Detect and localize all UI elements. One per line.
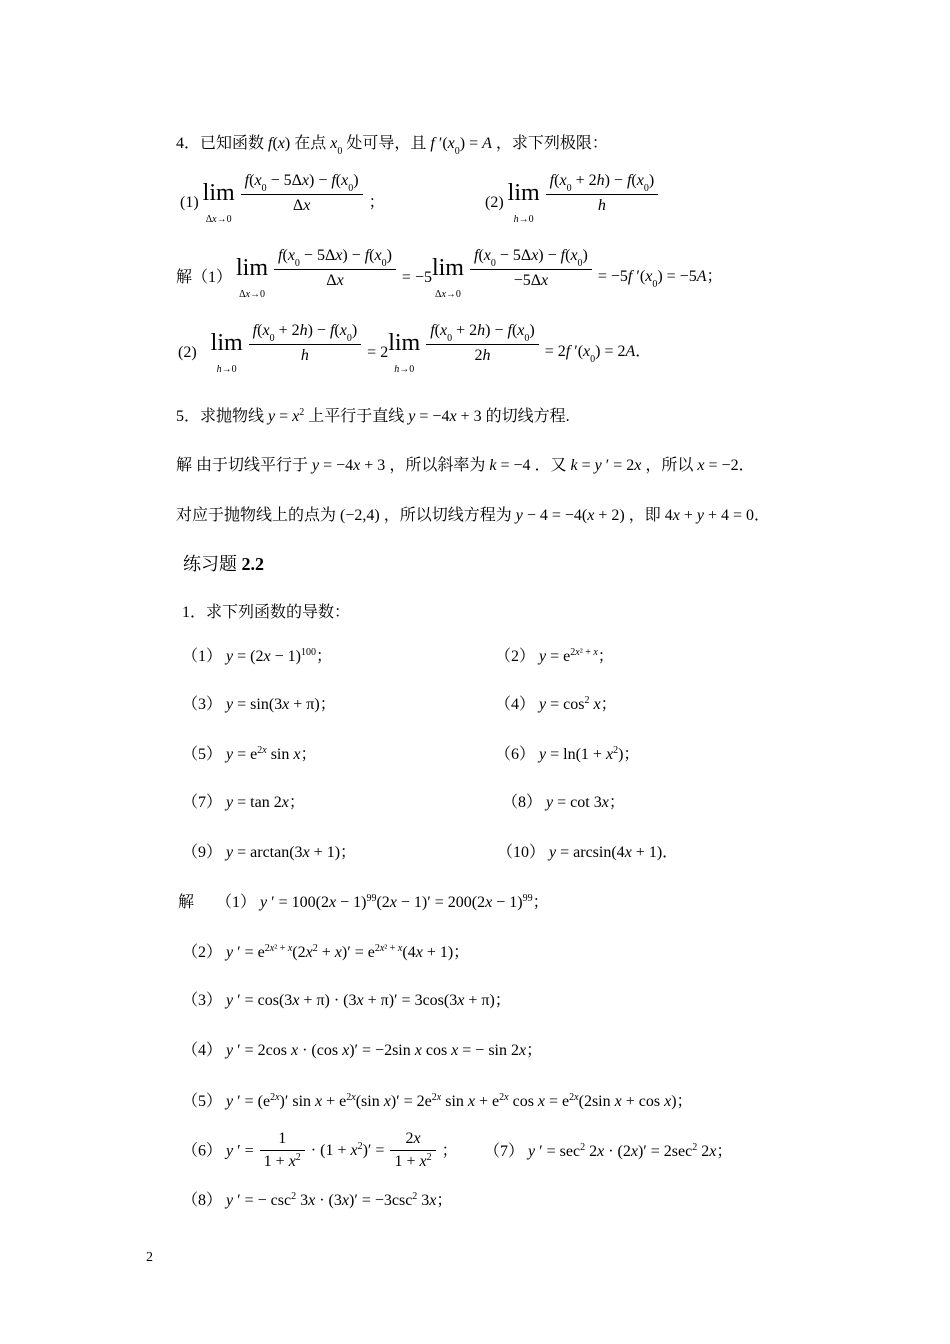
item-label: （2）	[495, 648, 536, 665]
text: 5．求抛物线	[176, 408, 265, 425]
item-label: （1）	[182, 648, 223, 665]
exercise-item-6: （6） $y = \ln(1 + x^2)$；	[495, 745, 640, 763]
text: ，即	[628, 507, 661, 524]
problem-5-statement: 5．求抛物线 $y = x^2$ 上平行于直线 y = −4x + 3 的切线方程.	[176, 407, 570, 425]
problem-4-limit-1: (1) lim Δx→0 $\frac{f(x_0 - 5\Delta x) - f(x_0)}{\Delta x}$ ；	[180, 171, 385, 225]
text: 1．求下列函数的导数：	[182, 604, 351, 621]
text: 在点	[294, 135, 327, 152]
solution-item-2: （2） y ′ = $e^{2x^2 + x}(2x^2 + x)' = e^{2x^2 + x}(4x + 1)$；	[182, 943, 470, 961]
label: 解（1）	[176, 269, 233, 286]
text: 4．已知函数	[176, 135, 265, 152]
exercise-item-3: （3） y = sin(3x + π)；	[182, 696, 336, 713]
solution-item-5: （5） y ′ = $(e^{2x})'$ $\sin x + e^{2x}(\sin$ $x)' = 2e^{2x}$ $\sin x + e^{2x}$ $\cos x = e^{2x}(2\sin$ x + cos x)；	[182, 1092, 693, 1110]
item-label: （6）	[182, 1142, 223, 1160]
exercise-item-5: （5） $y = e^{2x}$ sin x；	[182, 745, 317, 763]
text: 解 由于切线平行于	[176, 457, 309, 474]
item-label: （3）	[182, 992, 223, 1009]
solution-item-8: （8） y ′ = − $\csc^2 3x \cdot (3x)' = -3\csc^2$ 3x；	[182, 1191, 453, 1209]
problem-4-limit-2: (2) lim h→0 $\frac{f(x_0 + 2h) - f(x_0)}{h}$	[485, 180, 660, 226]
item-label: （8）	[502, 794, 543, 811]
item-label: （2）	[182, 944, 223, 961]
item-label: （8）	[182, 1192, 223, 1209]
page-number: 2	[146, 1250, 153, 1265]
text: ．又	[534, 457, 567, 474]
solution-item-7: （7） y ′ = $\sec^2 2x \cdot (2x)' = 2\sec^2$ 2x；	[484, 1142, 733, 1160]
text: ，所以	[645, 457, 694, 474]
item-label: （4）	[182, 1042, 223, 1059]
label: (1)	[180, 194, 199, 211]
heading-number: 2.2	[241, 554, 264, 574]
problem-4-statement: 4．已知函数 f(x) 在点 $x_0$ 处可导，且 f $'(x_0) = A$ ，求下列极限：	[176, 135, 608, 157]
label: (2)	[485, 194, 504, 211]
exercise-item-9: （9） y = arctan(3x + 1)；	[182, 844, 357, 861]
text: ，求下列极限：	[495, 135, 608, 152]
text: 上平行于直线	[308, 408, 405, 425]
item-label: （10）	[497, 844, 546, 861]
item-label: （7）	[484, 1143, 525, 1160]
solution-item-1: 解 （1） y ′ = $100(2x - 1)^{99}(2x - 1)' = 200(2x - 1)^{99}$；	[178, 893, 549, 911]
solution-label: 解	[178, 894, 195, 911]
exercise-item-1: （1） $y = (2x - 1)^{100}$；	[182, 647, 332, 665]
solution-item-3: （3） y ′ = cos(3x + π) · (3x + π)′ = 3cos(3x + π)；	[182, 992, 511, 1009]
heading-text: 练习题	[183, 554, 242, 574]
item-label: （3）	[182, 696, 223, 713]
item-label: （7）	[182, 794, 223, 811]
exercise-item-7: （7） y = tan 2x；	[182, 794, 305, 811]
item-label: （4）	[495, 696, 536, 713]
solution-4-1: 解（1） lim Δx→0 $\frac{f(x_0 - 5\Delta x) - f(x_0)}{\Delta x}$ = −5 lim Δx→0 $\frac{f(x_0 - 5\Delta x) - f(x_0)}{-5\Delta x}$ = −5f $'(x_0) = -5A$；	[176, 246, 723, 300]
solution-5-line-2: 对应于抛物线上的点为 (−2,4) ，所以切线方程为 y − 4 = −4(x + 2) ，即 4x + y + 4 = 0．	[176, 507, 771, 524]
text: ，所以斜率为	[389, 457, 486, 474]
exercise-item-10: （10） y = arcsin(4x + 1)．	[497, 844, 679, 861]
solution-item-6: （6） y ′ = $\frac{1}{1 + x^2}$ · $(1 + x^2)'$ = $\frac{2x}{1 + x^2}$ ；	[182, 1130, 458, 1170]
exercise-item-8: （8） y = cot 3x；	[502, 794, 625, 811]
text: ，所以切线方程为	[383, 507, 512, 524]
text: 的切线方程.	[485, 408, 570, 425]
exercise-item-4: （4） $y = \cos^2 x$；	[495, 695, 617, 713]
text: 对应于抛物线上的点为	[176, 507, 337, 524]
solution-item-4: （4） y ′ = 2cos x · (cos x)′ = −2sin x cos x = − sin 2x；	[182, 1042, 543, 1059]
item-label: （5）	[182, 746, 223, 763]
item-label: （5）	[182, 1093, 223, 1110]
exercise-item-2: （2） $y = e^{2x^2 + x}$；	[495, 647, 614, 665]
exercise-1-statement	[182, 602, 350, 624]
item-label: （9）	[182, 844, 223, 861]
item-label: （1）	[216, 894, 257, 911]
solution-4-2: (2) lim h→0 $\frac{f(x_0 + 2h) - f(x_0)}{h}$ = 2 lim h→0 $\frac{f(x_0 + 2h) - f(x_0)}{2h}$ = 2f $'(x_0) = 2A$．	[178, 321, 652, 375]
solution-5-line-1: 解 由于切线平行于 y = −4x + 3 ，所以斜率为 k = −4 ．又 k = y ′ = 2x ，所以 x = −2．	[176, 457, 755, 474]
section-heading	[183, 553, 264, 575]
label: (2)	[178, 344, 197, 361]
item-label: （6）	[495, 746, 536, 763]
text: 处可导，且	[346, 135, 427, 152]
